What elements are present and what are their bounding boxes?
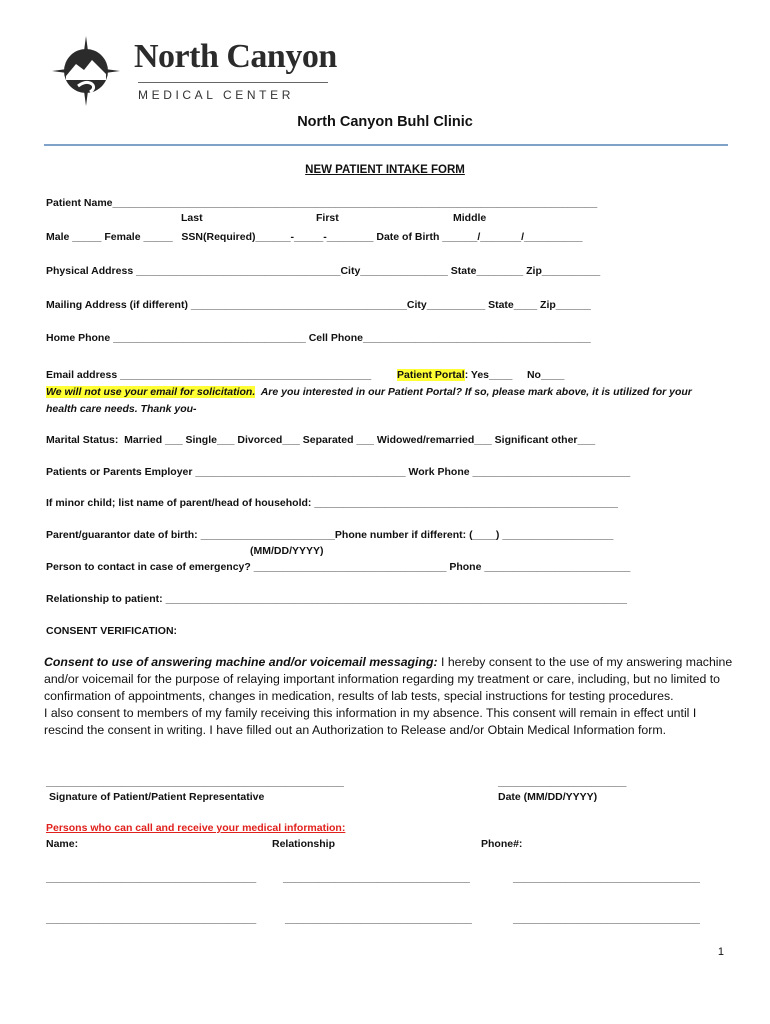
email-note-highlight: We will not use your email for solicitation.: [46, 386, 256, 398]
date-label: Date (MM/DD/YYYY): [498, 791, 598, 803]
contacts-col-name: Name:: [46, 838, 79, 850]
logo-subtitle: MEDICAL CENTER: [138, 88, 294, 102]
physical-address-field[interactable]: Physical Address ___________________________________City_______________ State________ Zip__________: [46, 265, 601, 277]
phones-field[interactable]: Home Phone _________________________________ Cell Phone_______________________________________: [46, 332, 591, 344]
logo-name: North Canyon: [134, 38, 337, 75]
patient-name-field[interactable]: Patient Name___________________________________________________________________________________: [46, 197, 598, 209]
consent-paragraph-2: I also consent to members of my family receiving this information in my absence. This consent will remain in effect until I rescind the consent in writing. I have filled out an Authorization to Release and/or Obtain Medical Information form.: [44, 706, 697, 737]
canyon-compass-logo-icon: [46, 36, 126, 106]
portal-options[interactable]: : Yes____ No____: [464, 369, 565, 381]
portal-label: Patient Portal: [397, 369, 465, 381]
contact-1-relationship-line[interactable]: ________________________________: [283, 872, 470, 884]
contacts-col-relationship: Relationship: [272, 838, 336, 850]
name-last-label: Last: [181, 212, 203, 224]
minor-parent-field[interactable]: If minor child; list name of parent/head of household: ____________________________________________________: [46, 497, 619, 509]
form-title: NEW PATIENT INTAKE FORM: [305, 164, 465, 176]
consent-para1-text: I hereby consent to the use of my answering machine and/or voicemail for the purpose of relaying important information regarding my treatment or care, including, but no limited to confirmation of appointments, changes in medication, results of lab tests, special instructions for testing procedures.: [44, 655, 733, 703]
guardian-dob-field[interactable]: Parent/guarantor date of birth: _______________________Phone number if different: (____) ___________________: [46, 529, 614, 541]
contact-1-name-line[interactable]: ____________________________________: [46, 872, 257, 884]
header-divider: [44, 144, 728, 146]
consent-paragraph-1: [44, 654, 734, 705]
mailing-address-field[interactable]: Mailing Address (if different) _____________________________________City__________ State____ Zip______: [46, 299, 591, 311]
date-format-hint: (MM/DD/YYYY): [250, 545, 324, 557]
clinic-logo: [46, 36, 346, 106]
patient-portal-field[interactable]: [397, 369, 564, 381]
email-field[interactable]: Email address ___________________________________________: [46, 369, 372, 381]
contact-2-phone-line[interactable]: ________________________________: [513, 913, 700, 925]
signature-line[interactable]: ___________________________________________________: [46, 776, 344, 788]
signature-label: Signature of Patient/Patient Representative: [49, 791, 265, 803]
clinic-title: North Canyon Buhl Clinic: [297, 114, 473, 130]
consent-text: [44, 654, 734, 739]
contact-1-phone-line[interactable]: ________________________________: [513, 872, 700, 884]
contact-2-name-line[interactable]: ____________________________________: [46, 913, 257, 925]
email-note: [46, 386, 692, 398]
email-note-line2: health care needs. Thank you-: [46, 403, 197, 415]
consent-heading: CONSENT VERIFICATION:: [46, 625, 178, 637]
contacts-heading: Persons who can call and receive your medical information:: [46, 822, 346, 834]
sex-ssn-dob-field[interactable]: Male _____ Female _____ SSN(Required)______-_____-________ Date of Birth ______/_______/__________: [46, 231, 583, 243]
email-note-rest: Are you interested in our Patient Portal? If so, please mark above, it is utilized for your: [255, 386, 692, 398]
relationship-field[interactable]: Relationship to patient: _______________________________________________________________________________: [46, 593, 627, 605]
contacts-col-phone: Phone#:: [481, 838, 523, 850]
emergency-contact-field[interactable]: Person to contact in case of emergency? _________________________________ Phone _________________________: [46, 561, 631, 573]
marital-status-field[interactable]: Marital Status: Married ___ Single___ Divorced___ Separated ___ Widowed/remarried___ Significant other___: [46, 434, 596, 446]
name-middle-label: Middle: [453, 212, 487, 224]
employer-field[interactable]: Patients or Parents Employer ____________________________________ Work Phone ___________________________: [46, 466, 631, 478]
date-line[interactable]: ______________________: [498, 776, 627, 788]
consent-lead: Consent to use of answering machine and/or voicemail messaging:: [44, 655, 438, 669]
name-first-label: First: [316, 212, 339, 224]
page-number: 1: [717, 946, 724, 958]
logo-divider: [138, 82, 328, 83]
contact-2-relationship-line[interactable]: ________________________________: [285, 913, 472, 925]
